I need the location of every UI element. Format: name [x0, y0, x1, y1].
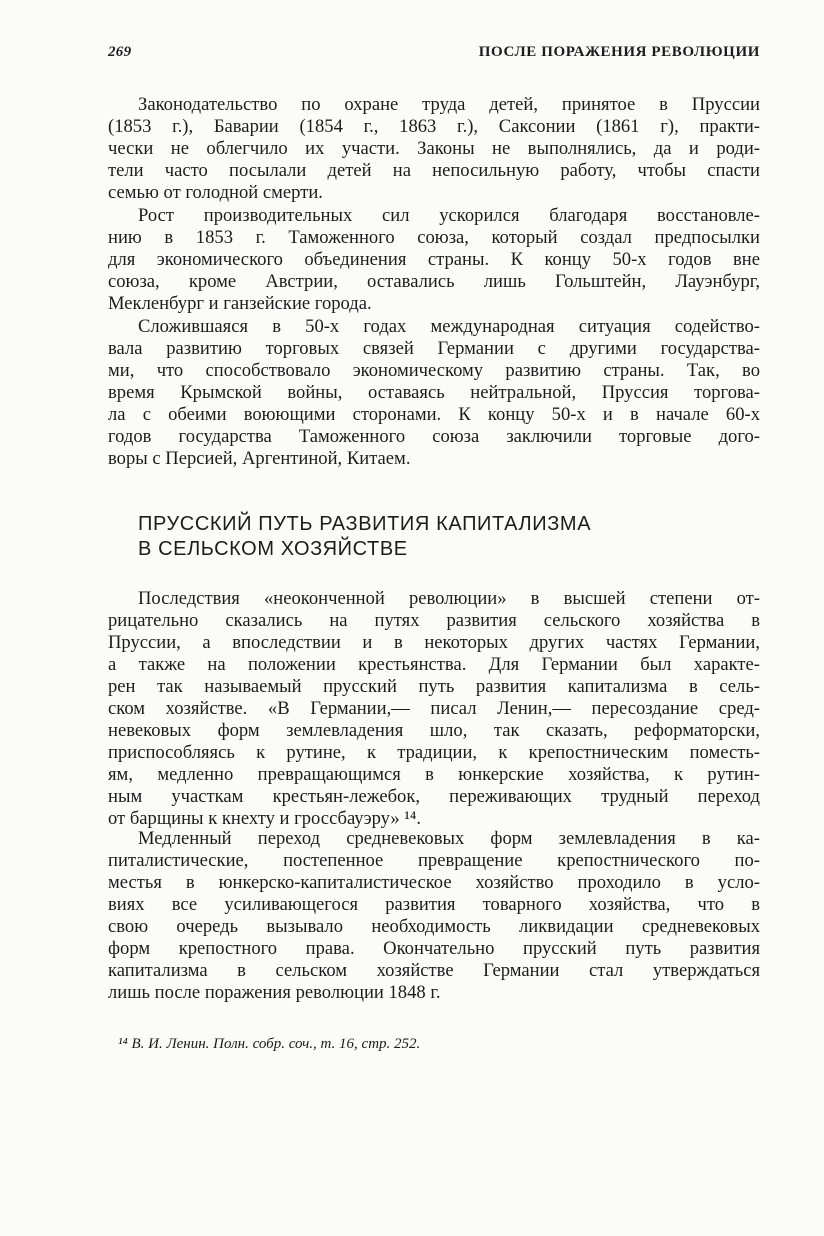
text-line: Рост производительных сил ускорился благодаря восстановле- — [138, 205, 760, 226]
text-line: а также на положении крестьянства. Для Германии был характе- — [108, 654, 760, 675]
text-line: время Крымской войны, оставаясь нейтральной, Пруссия торгова- — [108, 382, 760, 403]
text-line: Сложившаяся в 50-х годах международная ситуация содейство- — [138, 316, 760, 337]
text-line: годов государства Таможенного союза заключили торговые дого- — [108, 426, 760, 447]
paragraph-prussian-path — [108, 588, 760, 830]
text-line: Медленный переход средневековых форм землевладения в ка- — [138, 828, 760, 849]
text-line: ным участкам крестьян-лежебок, переживающих трудный переход — [108, 786, 760, 807]
text-line: Законодательство по охране труда детей, принятое в Пруссии — [138, 94, 760, 115]
text-line: невековых форм землевладения шло, так сказать, реформаторски, — [108, 720, 760, 741]
text-line: капитализма в сельском хозяйстве Германии стал утверждаться — [108, 960, 760, 981]
section-heading-line: ПРУССКИЙ ПУТЬ РАЗВИТИЯ КАПИТАЛИЗМА — [138, 513, 592, 535]
text-line: вала развитию торговых связей Германии с другими государства- — [108, 338, 760, 359]
text-line: ла с обеими воюющими сторонами. К концу 50-х и в начале 60-х — [108, 404, 760, 425]
text-line: союза, кроме Австрии, оставались лишь Гольштейн, Лауэнбург, — [108, 271, 760, 292]
text-line: рен так называемый прусский путь развития капитализма в сель- — [108, 676, 760, 697]
paragraph-child-labor-laws — [108, 94, 760, 204]
text-line: приспособляясь к рутине, к традиции, к крепостническим поместь- — [108, 742, 760, 763]
text-line: ми, что способствовало экономическому развитию страны. Так, во — [108, 360, 760, 381]
text-line: от барщины к кнехту и гроссбауэру» ¹⁴. — [108, 808, 422, 829]
text-line: свою очередь вызывало необходимость ликвидации средневековых — [108, 916, 760, 937]
text-line: форм крепостного права. Окончательно прусский путь развития — [108, 938, 760, 959]
paragraph-international-situation — [108, 316, 760, 470]
running-head: ПОСЛЕ ПОРАЖЕНИЯ РЕВОЛЮЦИИ — [478, 44, 760, 60]
text-line: для экономического объединения страны. К концу 50-х годов вне — [108, 249, 760, 270]
text-line: воры с Персией, Аргентиной, Китаем. — [108, 448, 411, 469]
page-number: 269 — [108, 44, 132, 60]
text-line: питалистические, постепенное превращение крепостнического по- — [108, 850, 760, 871]
text-line: Пруссии, а впоследствии и в некоторых других частях Германии, — [108, 632, 760, 653]
text-line: Последствия «неоконченной революции» в высшей степени от- — [138, 588, 760, 609]
section-heading-line: В СЕЛЬСКОМ ХОЗЯЙСТВЕ — [138, 538, 408, 560]
paragraph-customs-union — [108, 205, 760, 315]
text-line: тели часто посылали детей на непосильную работу, чтобы спасти — [108, 160, 760, 181]
text-line: нию в 1853 г. Таможенного союза, который создал предпосылки — [108, 227, 760, 248]
footnote: ¹⁴ В. И. Ленин. Полн. собр. соч., т. 16, стр. 252. — [118, 1036, 421, 1052]
text-line: Мекленбург и ганзейские города. — [108, 293, 372, 314]
text-line: (1853 г.), Баварии (1854 г., 1863 г.), Саксонии (1861 г), практи- — [108, 116, 760, 137]
text-line: семью от голодной смерти. — [108, 182, 323, 203]
text-line: ском хозяйстве. «В Германии,— писал Ленин,— пересоздание сред- — [108, 698, 760, 719]
text-line: лишь после поражения революции 1848 г. — [108, 982, 441, 1003]
text-line: местья в юнкерско-капиталистическое хозяйство проходило в усло- — [108, 872, 760, 893]
text-line: рицательно сказались на путях развития сельского хозяйства в — [108, 610, 760, 631]
text-line: ям, медленно превращающимся в юнкерские хозяйства, к рутин- — [108, 764, 760, 785]
text-line: чески не облегчило их участи. Законы не выполнялись, да и роди- — [108, 138, 760, 159]
section-heading — [138, 512, 591, 562]
paragraph-slow-transition — [108, 828, 760, 1004]
text-line: виях все усиливающегося развития товарного хозяйства, что в — [108, 894, 760, 915]
